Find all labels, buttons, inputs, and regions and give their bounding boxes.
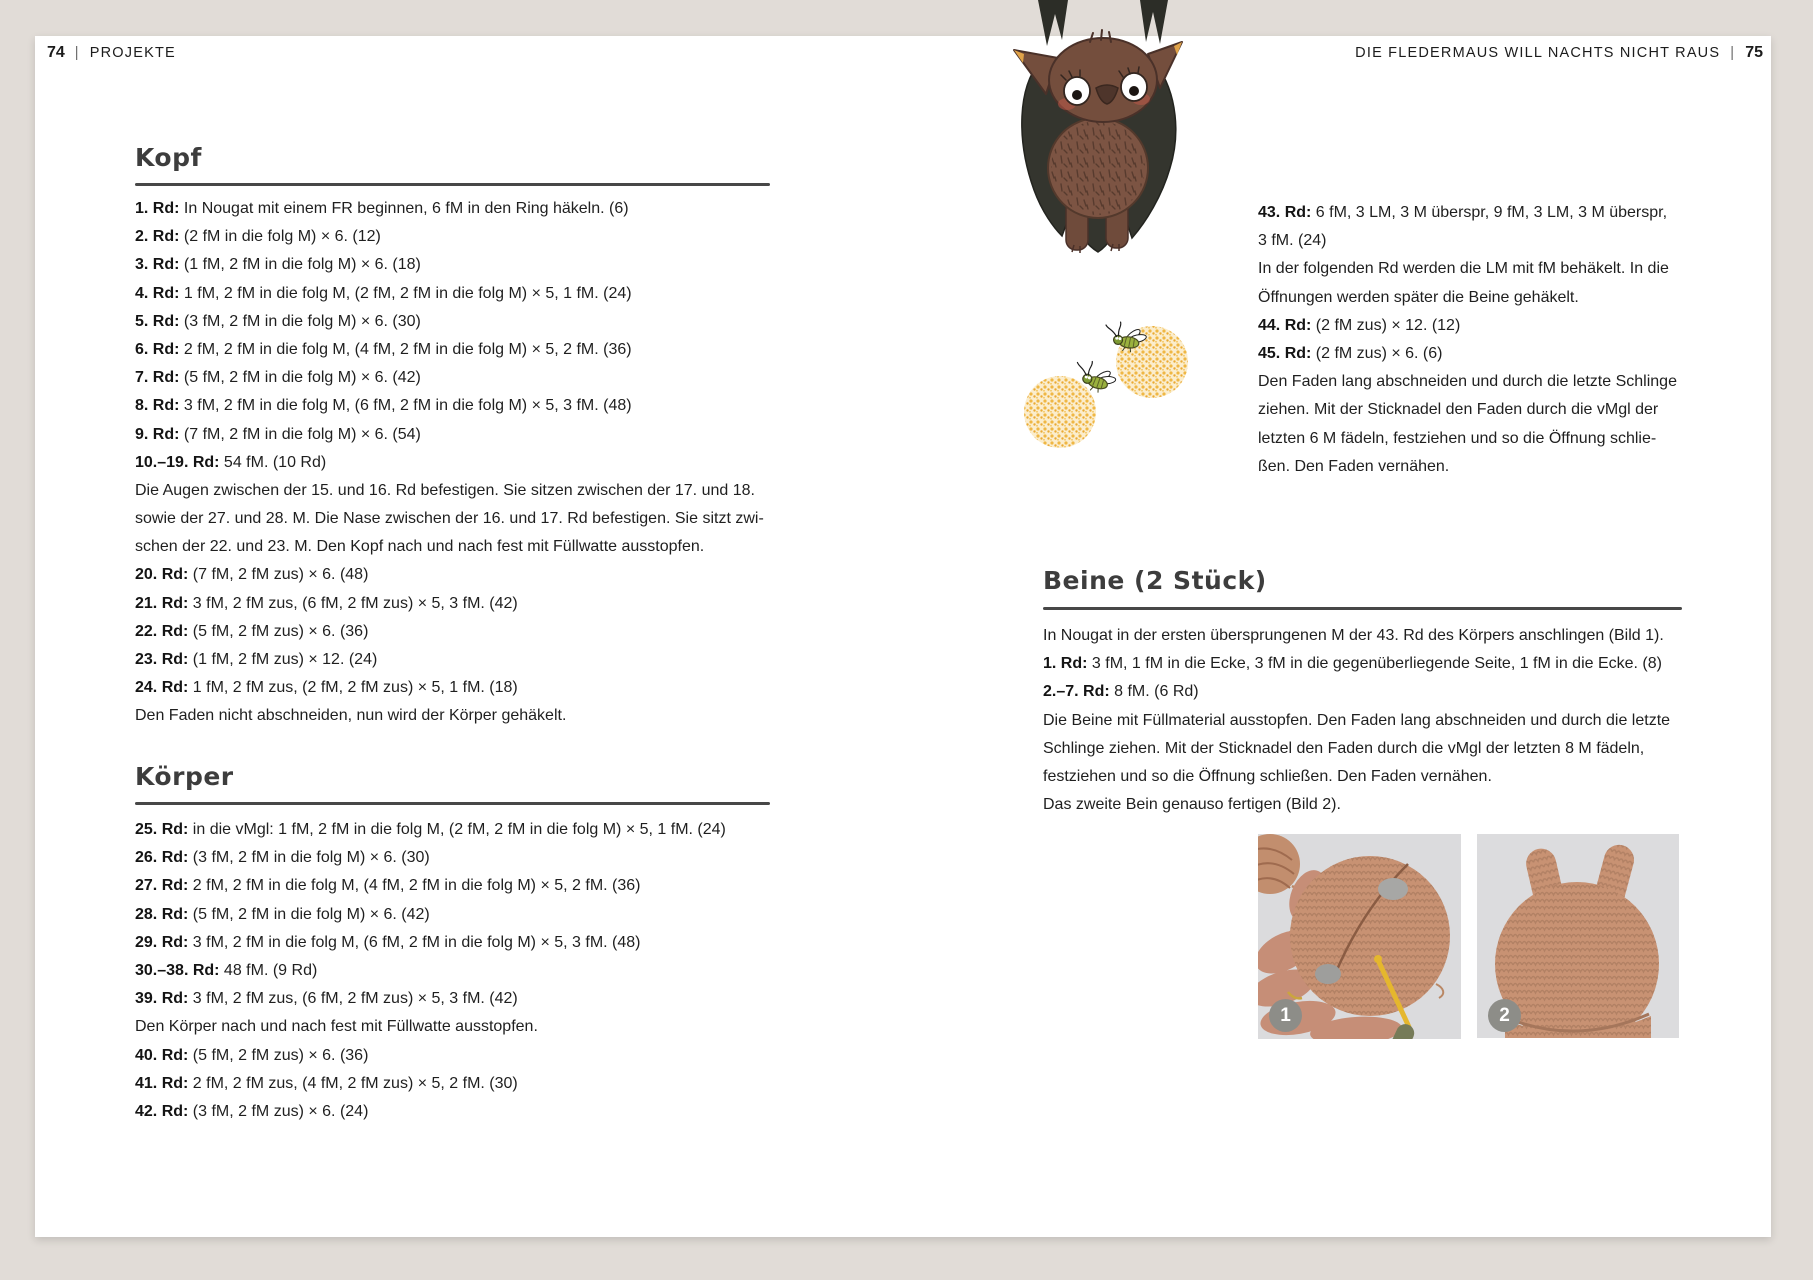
round-text: (5 fM, 2 fM zus) × 6. (36) bbox=[188, 1046, 369, 1064]
fireflies-illustration bbox=[1015, 315, 1200, 460]
bat-illustration bbox=[1010, 0, 1185, 262]
round-text: 6 fM, 3 LM, 3 M überspr, 9 fM, 3 LM, 3 M überspr, bbox=[1311, 204, 1668, 221]
round-text: schen der 22. und 23. M. Den Kopf nach und nach fest mit Füllwatte ausstopfen. bbox=[135, 538, 705, 556]
round-text: ßen. Den Faden vernähen. bbox=[1258, 457, 1450, 475]
round-text: festziehen und so die Öffnung schließen. Den Faden vernähen. bbox=[1043, 767, 1492, 785]
round-label: 10.–19. Rd: bbox=[135, 453, 220, 471]
round-text: 2 fM, 2 fM in die folg M, (4 fM, 2 fM in die folg M) × 5, 2 fM. (36) bbox=[179, 340, 632, 358]
right-running-header bbox=[1355, 44, 1763, 62]
pattern-line bbox=[1043, 735, 1670, 763]
round-label: 22. Rd: bbox=[135, 622, 189, 640]
pattern-line bbox=[1258, 425, 1677, 453]
round-label: 6. Rd: bbox=[135, 340, 180, 358]
pattern-line bbox=[135, 280, 764, 308]
round-text: In Nougat mit einem FR beginnen, 6 fM in den Ring häkeln. (6) bbox=[179, 200, 629, 217]
round-text: Die Augen zwischen der 15. und 16. Rd befestigen. Sie sitzen zwischen der 17. und 18. bbox=[135, 481, 755, 499]
pattern-line bbox=[135, 872, 726, 900]
round-text: 48 fM. (9 Rd) bbox=[219, 961, 318, 979]
pattern-line bbox=[135, 505, 764, 533]
pattern-line bbox=[1258, 255, 1677, 283]
round-text: 3 fM, 1 fM in die Ecke, 3 fM in die gegenüberliegende Seite, 1 fM in die Ecke. (8) bbox=[1087, 655, 1662, 673]
round-label: 40. Rd: bbox=[135, 1046, 189, 1064]
round-text: sowie der 27. und 28. M. Die Nase zwischen der 16. und 17. Rd befestigen. Sie sitzt zwi- bbox=[135, 510, 764, 528]
round-label: 2.–7. Rd: bbox=[1043, 683, 1110, 701]
round-text: Den Faden lang abschneiden und durch die letzte Schlinge bbox=[1258, 373, 1677, 391]
round-text: ziehen. Mit der Sticknadel den Faden durch die vMgl der bbox=[1258, 401, 1659, 419]
pattern-line bbox=[135, 1070, 726, 1098]
photo-badge-2 bbox=[1488, 999, 1521, 1032]
beine-lines bbox=[1043, 622, 1670, 819]
pattern-line bbox=[135, 533, 764, 561]
stuffing bbox=[1315, 964, 1341, 984]
round-text: 3 fM, 2 fM zus, (6 fM, 2 fM zus) × 5, 3 fM. (42) bbox=[188, 594, 518, 612]
pattern-line bbox=[1043, 791, 1670, 819]
round-label: 44. Rd: bbox=[1258, 316, 1312, 334]
round-text: in die vMgl: 1 fM, 2 fM in die folg M, (2 fM, 2 fM in die folg M) × 5, 1 fM. (24) bbox=[188, 821, 726, 838]
pattern-line bbox=[1043, 650, 1670, 678]
section-heading-beine: Beine (2 Stück) bbox=[1043, 566, 1267, 595]
pattern-line bbox=[1258, 284, 1677, 312]
pattern-line bbox=[135, 308, 764, 336]
round-text: Das zweite Bein genauso fertigen (Bild 2). bbox=[1043, 796, 1341, 814]
round-text: letzten 6 M fädeln, festziehen und so die Öffnung schlie- bbox=[1258, 429, 1657, 447]
round-text: (1 fM, 2 fM in die folg M) × 6. (18) bbox=[179, 256, 421, 274]
round-label: 27. Rd: bbox=[135, 877, 189, 895]
round-text: Öffnungen werden später die Beine gehäkelt. bbox=[1258, 288, 1579, 306]
pattern-line bbox=[135, 674, 764, 702]
round-text: (2 fM in die folg M) × 6. (12) bbox=[179, 228, 381, 246]
left-page-number: 74 bbox=[47, 44, 65, 61]
pattern-line bbox=[135, 957, 726, 985]
pattern-line bbox=[135, 364, 764, 392]
round-text: (7 fM, 2 fM zus) × 6. (48) bbox=[188, 566, 369, 584]
round-text: (7 fM, 2 fM in die folg M) × 6. (54) bbox=[179, 425, 421, 443]
pattern-line bbox=[135, 702, 764, 730]
round-label: 4. Rd: bbox=[135, 284, 180, 302]
header-separator: | bbox=[1730, 45, 1736, 61]
right-page-number: 75 bbox=[1745, 44, 1763, 61]
pattern-line bbox=[1258, 368, 1677, 396]
round-text: (1 fM, 2 fM zus) × 12. (24) bbox=[188, 651, 378, 668]
pattern-line bbox=[135, 646, 764, 674]
round-text: 1 fM, 2 fM zus, (2 fM, 2 fM zus) × 5, 1 fM. (18) bbox=[188, 679, 518, 697]
round-label: 9. Rd: bbox=[135, 425, 180, 443]
pattern-line bbox=[1258, 312, 1677, 340]
round-text: 2 fM, 2 fM in die folg M, (4 fM, 2 fM in die folg M) × 5, 2 fM. (36) bbox=[188, 877, 641, 895]
round-text: 54 fM. (10 Rd) bbox=[219, 453, 327, 471]
pattern-line bbox=[135, 901, 726, 929]
round-text: Den Körper nach und nach fest mit Füllwatte ausstopfen. bbox=[135, 1018, 538, 1036]
round-text: (2 fM zus) × 6. (6) bbox=[1311, 344, 1443, 362]
pattern-line bbox=[135, 477, 764, 505]
round-label: 39. Rd: bbox=[135, 990, 189, 1008]
page-spread bbox=[35, 36, 1771, 1237]
round-text: 3 fM, 2 fM in die folg M, (6 fM, 2 fM in die folg M) × 5, 3 fM. (48) bbox=[179, 397, 632, 415]
section-heading-kopf: Kopf bbox=[135, 143, 202, 172]
header-separator: | bbox=[74, 45, 80, 61]
round-label: 5. Rd: bbox=[135, 312, 180, 330]
pattern-line bbox=[135, 590, 764, 618]
round-text: 3 fM, 2 fM in die folg M, (6 fM, 2 fM in die folg M) × 5, 3 fM. (48) bbox=[188, 933, 641, 951]
pattern-line bbox=[135, 223, 764, 251]
round-label: 42. Rd: bbox=[135, 1102, 189, 1120]
pattern-line bbox=[135, 561, 764, 589]
pattern-line bbox=[135, 195, 764, 223]
pattern-line bbox=[1043, 763, 1670, 791]
round-label: 28. Rd: bbox=[135, 905, 189, 923]
round-text: 2 fM, 2 fM zus, (4 fM, 2 fM zus) × 5, 2 fM. (30) bbox=[188, 1074, 518, 1092]
pattern-line bbox=[1258, 340, 1677, 368]
pattern-line bbox=[135, 449, 764, 477]
round-label: 1. Rd: bbox=[1043, 655, 1088, 673]
crochet-ball bbox=[1290, 856, 1450, 1016]
round-text: In Nougat in der ersten übersprungenen M der 43. Rd des Körpers anschlingen (Bild 1). bbox=[1043, 627, 1664, 644]
pattern-line bbox=[135, 336, 764, 364]
round-label: 26. Rd: bbox=[135, 849, 189, 867]
section-heading-koerper: Körper bbox=[135, 762, 234, 791]
badge-number: 2 bbox=[1499, 1004, 1510, 1026]
round-label: 7. Rd: bbox=[135, 369, 180, 387]
round-label: 21. Rd: bbox=[135, 594, 189, 612]
round-text: In der folgenden Rd werden die LM mit fM behäkelt. In die bbox=[1258, 260, 1669, 278]
kopf-lines bbox=[135, 195, 764, 731]
round-text: (5 fM, 2 fM in die folg M) × 6. (42) bbox=[188, 905, 430, 923]
round-label: 45. Rd: bbox=[1258, 344, 1312, 362]
round-text: 3 fM. (24) bbox=[1258, 232, 1327, 250]
round-label: 2. Rd: bbox=[135, 228, 180, 246]
pattern-line bbox=[135, 1098, 726, 1126]
pattern-line bbox=[135, 618, 764, 646]
stuffing bbox=[1378, 878, 1408, 900]
round-label: 25. Rd: bbox=[135, 821, 189, 838]
chapter-title: DIE FLEDERMAUS WILL NACHTS NICHT RAUS bbox=[1355, 45, 1721, 61]
round-text: Schlinge ziehen. Mit der Sticknadel den Faden durch die vMgl der letzten 8 M fädeln, bbox=[1043, 739, 1645, 757]
round-text: (2 fM zus) × 12. (12) bbox=[1311, 316, 1461, 334]
pattern-line bbox=[135, 816, 726, 844]
koerper-continuation-lines bbox=[1258, 199, 1677, 481]
round-label: 43. Rd: bbox=[1258, 204, 1312, 221]
koerper-lines bbox=[135, 816, 726, 1126]
pattern-line bbox=[1043, 622, 1670, 650]
round-text: (3 fM, 2 fM in die folg M) × 6. (30) bbox=[179, 312, 421, 330]
round-text: 3 fM, 2 fM zus, (6 fM, 2 fM zus) × 5, 3 fM. (42) bbox=[188, 990, 518, 1008]
pattern-line bbox=[135, 421, 764, 449]
round-text: 1 fM, 2 fM in die folg M, (2 fM, 2 fM in die folg M) × 5, 1 fM. (24) bbox=[179, 284, 632, 302]
pattern-line bbox=[135, 929, 726, 957]
pattern-line bbox=[135, 1042, 726, 1070]
pattern-line bbox=[1258, 227, 1677, 255]
round-label: 24. Rd: bbox=[135, 679, 189, 697]
round-text: (3 fM, 2 fM zus) × 6. (24) bbox=[188, 1102, 369, 1120]
round-label: 29. Rd: bbox=[135, 933, 189, 951]
round-text: Die Beine mit Füllmaterial ausstopfen. Den Faden lang abschneiden und durch die letzte bbox=[1043, 711, 1671, 729]
pattern-line bbox=[1258, 396, 1677, 424]
heading-rule bbox=[1043, 607, 1682, 610]
photo-badge-1 bbox=[1269, 999, 1302, 1032]
round-text: Den Faden nicht abschneiden, nun wird der Körper gehäkelt. bbox=[135, 707, 567, 725]
pattern-line bbox=[1258, 453, 1677, 481]
round-label: 20. Rd: bbox=[135, 566, 189, 584]
round-label: 23. Rd: bbox=[135, 651, 189, 668]
pattern-line bbox=[135, 392, 764, 420]
pattern-line bbox=[135, 985, 726, 1013]
pattern-line bbox=[1043, 707, 1670, 735]
round-text: (3 fM, 2 fM in die folg M) × 6. (30) bbox=[188, 849, 430, 867]
pattern-line bbox=[135, 251, 764, 279]
round-text: 8 fM. (6 Rd) bbox=[1109, 683, 1199, 701]
round-label: 41. Rd: bbox=[135, 1074, 189, 1092]
pattern-line bbox=[1043, 678, 1670, 706]
heading-rule bbox=[135, 183, 770, 186]
glow-dot bbox=[1024, 376, 1096, 448]
pattern-line bbox=[135, 1013, 726, 1041]
pattern-line bbox=[135, 844, 726, 872]
round-text: (5 fM, 2 fM zus) × 6. (36) bbox=[188, 622, 369, 640]
round-label: 3. Rd: bbox=[135, 256, 180, 274]
badge-number: 1 bbox=[1280, 1004, 1291, 1026]
round-label: 8. Rd: bbox=[135, 397, 180, 415]
pattern-line bbox=[1258, 199, 1677, 227]
round-label: 1. Rd: bbox=[135, 200, 180, 217]
left-running-header bbox=[47, 44, 176, 62]
round-label: 30.–38. Rd: bbox=[135, 961, 220, 979]
heading-rule bbox=[135, 802, 770, 805]
round-text: (5 fM, 2 fM in die folg M) × 6. (42) bbox=[179, 369, 421, 387]
left-header-label: PROJEKTE bbox=[89, 45, 176, 61]
